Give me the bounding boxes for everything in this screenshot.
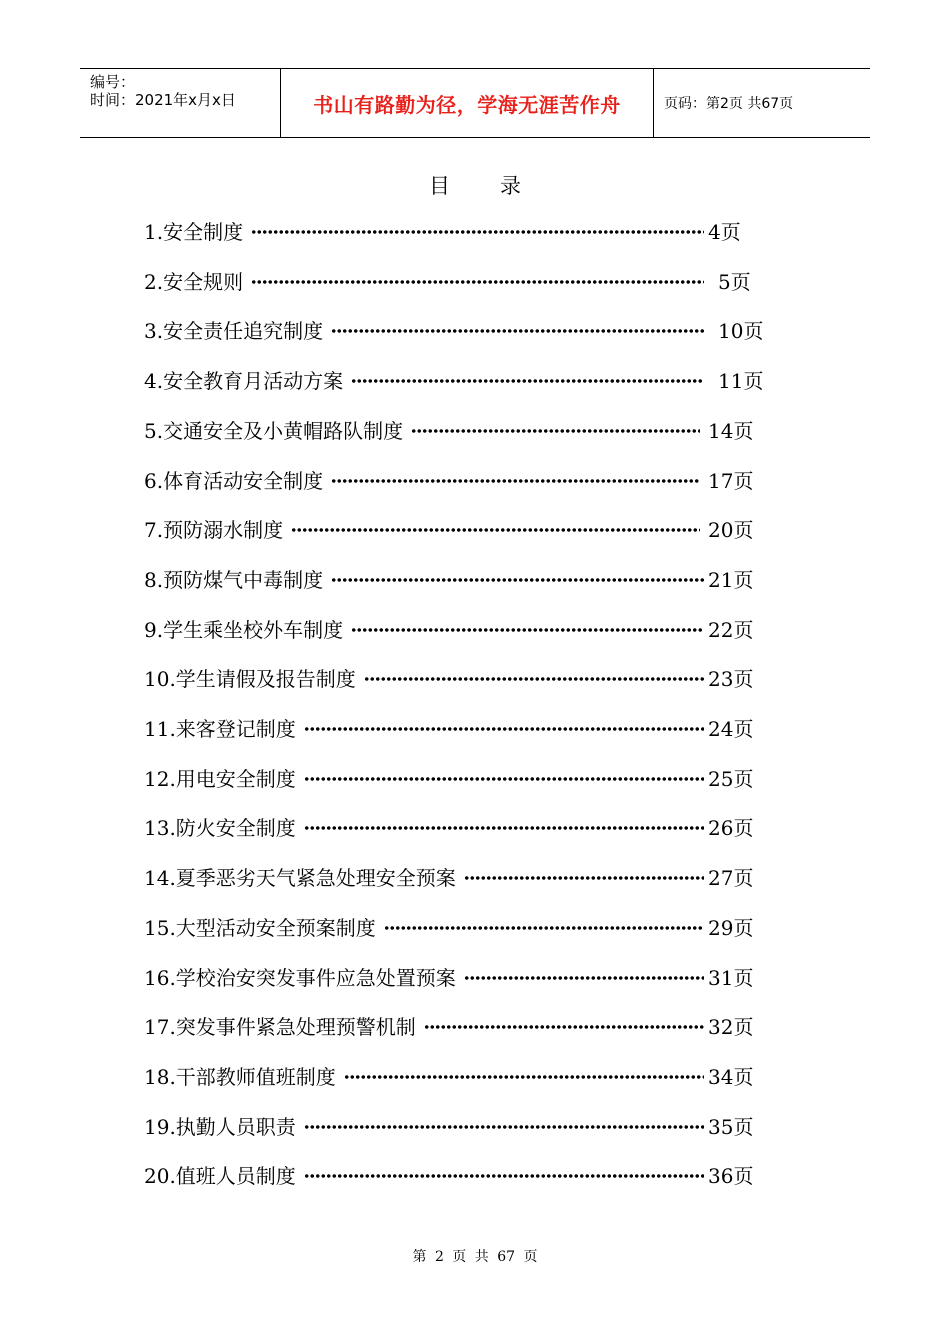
toc-leader-dots: [344, 1075, 704, 1079]
toc-entry-page: 24页: [708, 717, 754, 741]
toc-entry-label: 20.值班人员制度: [144, 1164, 296, 1189]
toc-entry-label: 1.安全制度: [144, 220, 244, 244]
toc-entry-page: 10页: [718, 319, 764, 344]
toc-leader-dots: [331, 329, 704, 333]
toc-entry-page: 26页: [708, 816, 754, 841]
toc-leader-dots: [384, 926, 704, 930]
toc-entry-page: 27页: [708, 866, 754, 891]
toc-leader-dots: [464, 876, 704, 880]
document-time: 时间：2021年x月x日: [90, 91, 236, 109]
toc-entry-label: 18.干部教师值班制度: [144, 1064, 336, 1089]
toc-entry-page: 29页: [708, 915, 754, 940]
toc-entry-label: 3.安全责任追究制度: [144, 319, 324, 344]
toc-entry-label: 10.学生请假及报告制度: [144, 667, 356, 692]
toc-entry-label: 12.用电安全制度: [144, 766, 296, 791]
toc-entry-page: 35页: [708, 1114, 754, 1139]
toc-leader-dots: [351, 379, 704, 383]
toc-entry-label: 8.预防煤气中毒制度: [144, 567, 324, 592]
toc-entry-page: 21页: [708, 567, 754, 592]
toc-leader-dots: [304, 1125, 704, 1129]
toc-title: 目录: [429, 174, 571, 198]
header-meta: [80, 69, 281, 137]
toc-entry-page: 14页: [708, 418, 754, 443]
toc-entry-label: 19.执勤人员职责: [144, 1114, 296, 1139]
toc-leader-dots: [464, 976, 704, 980]
toc-entry-label: 14.夏季恶劣天气紧急处理安全预案: [144, 866, 456, 891]
toc-leader-dots: [304, 777, 704, 781]
toc-leader-dots: [411, 429, 700, 433]
toc-entry-page: 36页: [708, 1164, 754, 1189]
toc-entry-page: 22页: [708, 617, 754, 642]
toc-entry-page: 25页: [708, 766, 754, 791]
toc-entry-label: 5.交通安全及小黄帽路队制度: [144, 418, 404, 443]
toc-leader-dots: [291, 528, 700, 532]
toc-entry-label: 15.大型活动安全预案制度: [144, 915, 376, 940]
toc-leader-dots: [424, 1025, 704, 1029]
toc-entry-page: 20页: [708, 518, 754, 543]
toc-leader-dots: [251, 230, 704, 234]
toc-entry-label: 4.安全教育月活动方案: [144, 369, 344, 394]
toc-entry-page: 17页: [708, 468, 754, 493]
toc-entry-page: 34页: [708, 1064, 754, 1089]
page-footer: 第 2 页 共 67 页: [412, 1249, 538, 1265]
toc-leader-dots: [304, 727, 704, 731]
toc-entry-label: 16.学校治安突发事件应急处置预案: [144, 965, 456, 990]
toc-leader-dots: [331, 578, 704, 582]
toc-entry-page: 32页: [708, 1015, 754, 1040]
toc-leader-dots: [304, 1174, 704, 1178]
toc-entry-label: 11.来客登记制度: [144, 717, 296, 741]
toc-entry-page: 5页: [718, 269, 751, 294]
toc-entry-label: 2.安全规则: [144, 269, 244, 294]
toc-entry-page: 11页: [718, 369, 764, 394]
page-header: [80, 68, 870, 138]
toc-leader-dots: [304, 826, 704, 830]
toc-leader-dots: [351, 628, 704, 632]
header-motto: 书山有路勤为径，学海无涯苦作舟: [281, 69, 654, 137]
toc-entry-page: 23页: [708, 667, 754, 692]
document-number: 编号：: [90, 73, 136, 91]
toc-entry-page: 4页: [708, 220, 741, 244]
toc-leader-dots: [331, 479, 700, 483]
header-page-info: 页码：第2页 共67页: [664, 96, 794, 112]
toc-entry-label: 9.学生乘坐校外车制度: [144, 617, 344, 642]
toc-entry-label: 7.预防溺水制度: [144, 518, 284, 543]
toc-entry-label: 13.防火安全制度: [144, 816, 296, 841]
toc-entry-page: 31页: [708, 965, 754, 990]
toc-entry-label: 17.突发事件紧急处理预警机制: [144, 1015, 416, 1040]
toc-leader-dots: [251, 280, 704, 284]
toc-entry-label: 6.体育活动安全制度: [144, 468, 324, 493]
toc-leader-dots: [364, 677, 704, 681]
